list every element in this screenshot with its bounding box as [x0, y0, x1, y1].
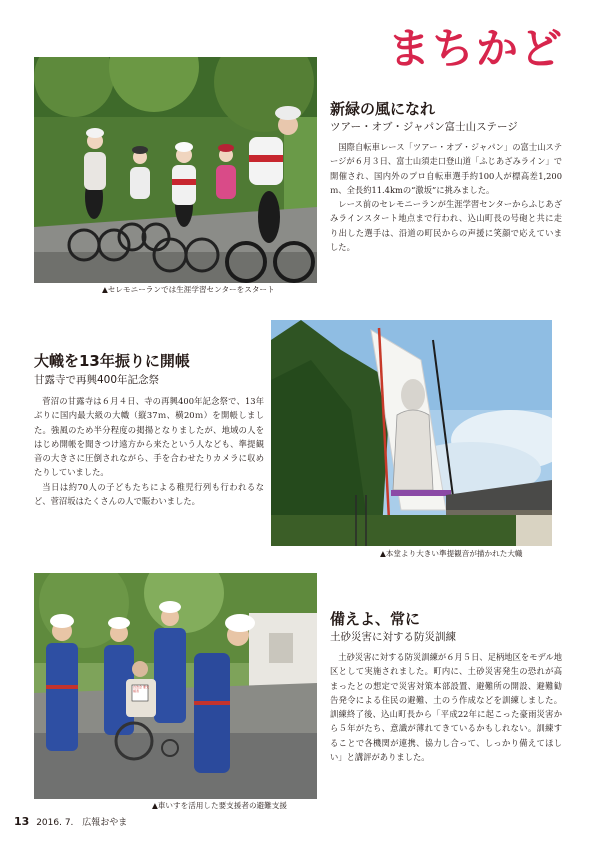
wheelchair-sign-label: 自治会 要支援者 [133, 685, 149, 693]
article-body [330, 140, 562, 254]
article-paragraph: 土砂災害に対する防災訓練が６月５日、足柄地区をモデル地区として実施されました。町内に、土砂災害発生の恐れが高まったとの想定で災害対策本部設置、避難所の開設、避難勧告発令による住民の避難、土のう作成などを訓練しました。訓練終了後、込山町長から「平成22年に起こった豪雨災害から５年がたち、意識が薄れてきているかもしれない。訓練することで各機関が連携、協力し合って、しっかり備えてほしい」と講評がありました。 [330, 652, 562, 763]
article-body [34, 394, 264, 508]
article-paragraph: レース前のセレモニーランが生涯学習センターからふじあざみラインスタート地点まで行われ、込山町長の号砲と共に走り出した選手は、沿道の町民からの声援に笑顔で応えていました。 [330, 199, 562, 253]
photo-caption: ▲本堂より大きい準提観音が描かれた大幟 [380, 549, 523, 558]
article-headline: 備えよ、常に [330, 610, 421, 628]
page-number: 13 [14, 815, 30, 828]
temple-banner-photo [271, 320, 552, 546]
photo-caption: ▲車いすを活用した要支援者の避難支援 [152, 801, 287, 810]
photo-caption: ▲セレモニーランでは生涯学習センターをスタート [102, 285, 275, 294]
article-subhead: 土砂災害に対する防災訓練 [330, 631, 456, 643]
cycling-race-photo [34, 57, 317, 283]
article-body [330, 650, 562, 764]
article-headline: 新緑の風になれ [330, 100, 436, 118]
disaster-drill-photo [34, 573, 317, 799]
publication-name: 広報おやま [82, 818, 128, 828]
article-subhead: ツアー・オブ・ジャパン富士山ステージ [330, 121, 518, 133]
article-headline: 大幟を13年振りに開帳 [34, 352, 190, 370]
masthead-title: まちかど [388, 24, 565, 73]
article-paragraph: 菅沼の甘露寺は６月４日、寺の再興400年記念祭で、13年ぶりに国内最大級の大幟（縦37ｍ、横20ｍ）を開帳しました。強風のため半分程度の掲揚となりましたが、地域の人をはじめ開帳を聞きつけ遠方から来たという人なども、準提観音の大きさに圧倒されながら、手を合わせたりカメラに収めたりしていました。 [34, 396, 264, 478]
article-subhead: 甘露寺で再興400年記念祭 [34, 374, 160, 386]
article-paragraph: 国際自転車レース「ツアー・オブ・ジャパン」の富士山ステージが６月３日、富士山須走口登山道「ふじあざみライン」で開催され、国内外のプロ自転車選手約100人が標高差1,200ｍ、全長約11.4kmの“激坂”に挑みました。 [330, 142, 562, 195]
article-paragraph: 当日は約70人の子どもたちによる稚児行列も行われるなど、菅沼坂はたくさんの人で賑わいました。 [34, 481, 264, 507]
page-folio [14, 816, 127, 829]
issue-date: 2016. 7. [36, 818, 74, 828]
